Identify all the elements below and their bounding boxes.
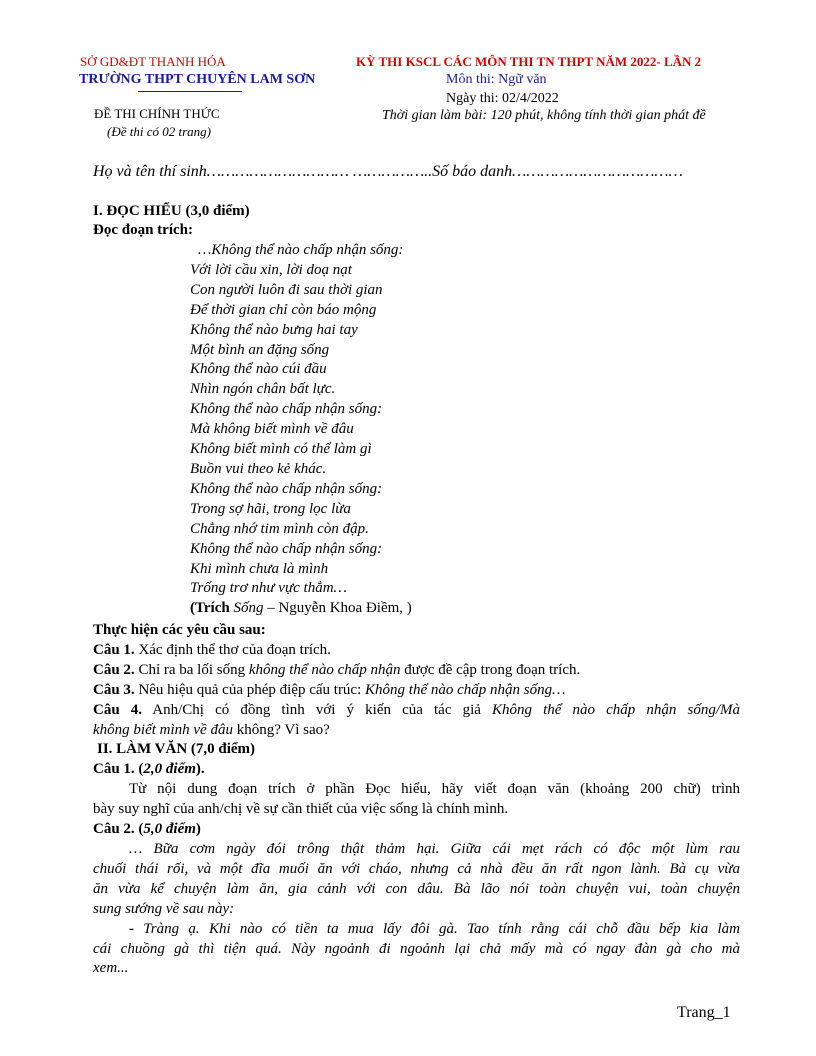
- question-text: Anh/Chị có đồng tình với ý kiến của tác giả: [142, 701, 492, 718]
- poem-excerpt: [190, 241, 412, 619]
- section-2-title: II. LÀM VĂN (7,0 điểm): [97, 741, 256, 758]
- excerpt-line: ăn vừa kể chuyện làm ăn, gia cảnh với con dâu. Bà lão nói toàn chuyện vui, toàn chuyện: [93, 880, 740, 897]
- exam-subject: Môn thi: Ngữ văn: [446, 72, 547, 87]
- poem-line: Không thể nào chấp nhận sống:: [190, 480, 383, 497]
- poem-line: Mà không biết mình về đâu: [190, 421, 354, 438]
- question-label: Câu 1.: [93, 641, 135, 658]
- question-text: Xác định thể thơ của đoạn trích.: [134, 641, 331, 658]
- citation-title: Sống: [233, 600, 264, 617]
- poem-line: Trong sợ hãi, trong lọc lừa: [190, 500, 351, 517]
- question-label: Câu 3.: [93, 681, 135, 698]
- question-points: 5,0 điểm: [143, 821, 196, 838]
- poem-line: Không biết mình có thể làm gì: [190, 441, 372, 458]
- poem-line: Một bình an đặng sống: [190, 341, 330, 358]
- poem-line: Con người luôn đi sau thời gian: [190, 281, 383, 298]
- school-name: TRƯỜNG THPT CHUYÊN LAM SƠN: [79, 72, 316, 87]
- exam-date: Ngày thi: 02/4/2022: [446, 91, 559, 106]
- question-points: 2,0 điểm: [143, 761, 196, 778]
- poem-citation: [190, 599, 412, 619]
- question-text: được đề cập trong đoạn trích.: [400, 661, 581, 678]
- question-label: Câu 2. (: [93, 821, 144, 838]
- section-1-title: I. ĐỌC HIỂU (3,0 điểm): [93, 203, 250, 219]
- poem-line: Khi mình chưa là mình: [190, 560, 329, 577]
- excerpt-line: chuối thái rối, và một đĩa muối ăn với cháo, nhưng cả nhà đều ăn rất ngon lành. Bà cụ vừa: [93, 860, 740, 877]
- question-label-end: ).: [195, 761, 205, 778]
- poem-line: Không thể nào chấp nhận sống:: [190, 401, 383, 418]
- poem-line: Buồn vui theo kẻ khác.: [190, 460, 327, 477]
- page-number: Trang_1: [677, 1004, 731, 1021]
- exam-title: KỲ THI KSCL CÁC MÔN THI TN THPT NĂM 2022- LẦN 2: [356, 54, 702, 69]
- reading-intro: Đọc đoạn trích:: [93, 222, 193, 238]
- question-3: [93, 681, 740, 701]
- question-emphasis: Không thể nào chấp nhận sống/Mà: [492, 701, 740, 718]
- candidate-info-line: Họ và tên thí sinh………………………… ……………..Số báo danh………………………………: [93, 163, 683, 180]
- essay-question-1-line-1: Từ nội dung đoạn trích ở phần Đọc hiểu, hãy viết đoạn văn (khoảng 200 chữ) trình: [129, 781, 740, 798]
- question-1: [93, 641, 740, 661]
- question-text: không? Vì sao?: [232, 721, 330, 738]
- question-label: Câu 4.: [93, 701, 143, 718]
- question-emphasis: Không thể nào chấp nhận sống…: [365, 681, 566, 698]
- question-4-line-2: [93, 721, 740, 741]
- tasks-title: Thực hiện các yêu cầu sau:: [93, 622, 266, 638]
- question-4-line-1: [93, 701, 740, 721]
- excerpt-line: … Bữa cơm ngày đói trông thật thảm hại. Giữa cái mẹt rách có độc một lùm rau: [129, 840, 740, 857]
- poem-line: Không thể nào chấp nhận sống:: [190, 540, 383, 557]
- question-label-end: ): [195, 821, 201, 838]
- exam-duration: Thời gian làm bài: 120 phút, không tính thời gian phát đề: [382, 108, 706, 123]
- question-text: Nêu hiệu quả của phép điệp cấu trúc:: [134, 681, 366, 698]
- tasks-block: [93, 621, 740, 979]
- pages-note: (Đề thi có 02 trang): [107, 124, 211, 139]
- citation-author: – Nguyễn Khoa Điềm, ): [263, 600, 412, 617]
- dialogue-text: Tràng ạ. Khi nào có tiền ta mua lấy đôi gà. Tao tính rằng cái chỗ đầu bếp kia làm: [143, 920, 740, 937]
- poem-line: Để thời gian chỉ còn báo mộng: [190, 301, 377, 318]
- essay-question-2-label: [93, 820, 740, 840]
- dialogue-dash: -: [129, 920, 144, 937]
- question-label: Câu 1. (: [93, 761, 144, 778]
- excerpt-line: sung sướng về sau này:: [93, 900, 235, 917]
- question-text: Chỉ ra ba lối sống: [134, 661, 249, 678]
- excerpt-line: cái chuồng gà thì tiện quá. Này ngoảnh đi ngoảnh lại chả mấy mà có ngay đàn gà cho mà: [93, 940, 740, 957]
- excerpt-dialogue-line: [93, 920, 740, 940]
- header-divider: [138, 91, 242, 92]
- department-name: SỞ GD&ĐT THANH HÓA: [80, 54, 226, 69]
- question-emphasis: không biết mình về đâu: [93, 721, 233, 738]
- question-label: Câu 2.: [93, 661, 135, 678]
- citation-prefix: (Trích: [190, 600, 234, 617]
- excerpt-line: xem...: [93, 960, 129, 977]
- official-exam-label: ĐỀ THI CHÍNH THỨC: [94, 106, 220, 121]
- essay-question-1-line-2: bày suy nghĩ của anh/chị về sự cần thiết của việc sống là chính mình.: [93, 801, 509, 818]
- poem-line: Với lời cầu xin, lời doạ nạt: [190, 261, 352, 278]
- poem-line: Không thể nào bưng hai tay: [190, 321, 358, 338]
- poem-line: Trống trơ như vực thẳm…: [190, 580, 347, 597]
- essay-question-1-label: [93, 760, 740, 780]
- question-2: [93, 661, 740, 681]
- poem-line: …Không thể nào chấp nhận sống:: [198, 242, 404, 258]
- poem-line: Nhìn ngón chân bất lực.: [190, 381, 336, 398]
- question-emphasis: không thể nào chấp nhận: [248, 661, 401, 678]
- poem-line: Không thể nào cúi đầu: [190, 361, 327, 378]
- poem-line: Chẳng nhớ tim mình còn đập.: [190, 520, 369, 537]
